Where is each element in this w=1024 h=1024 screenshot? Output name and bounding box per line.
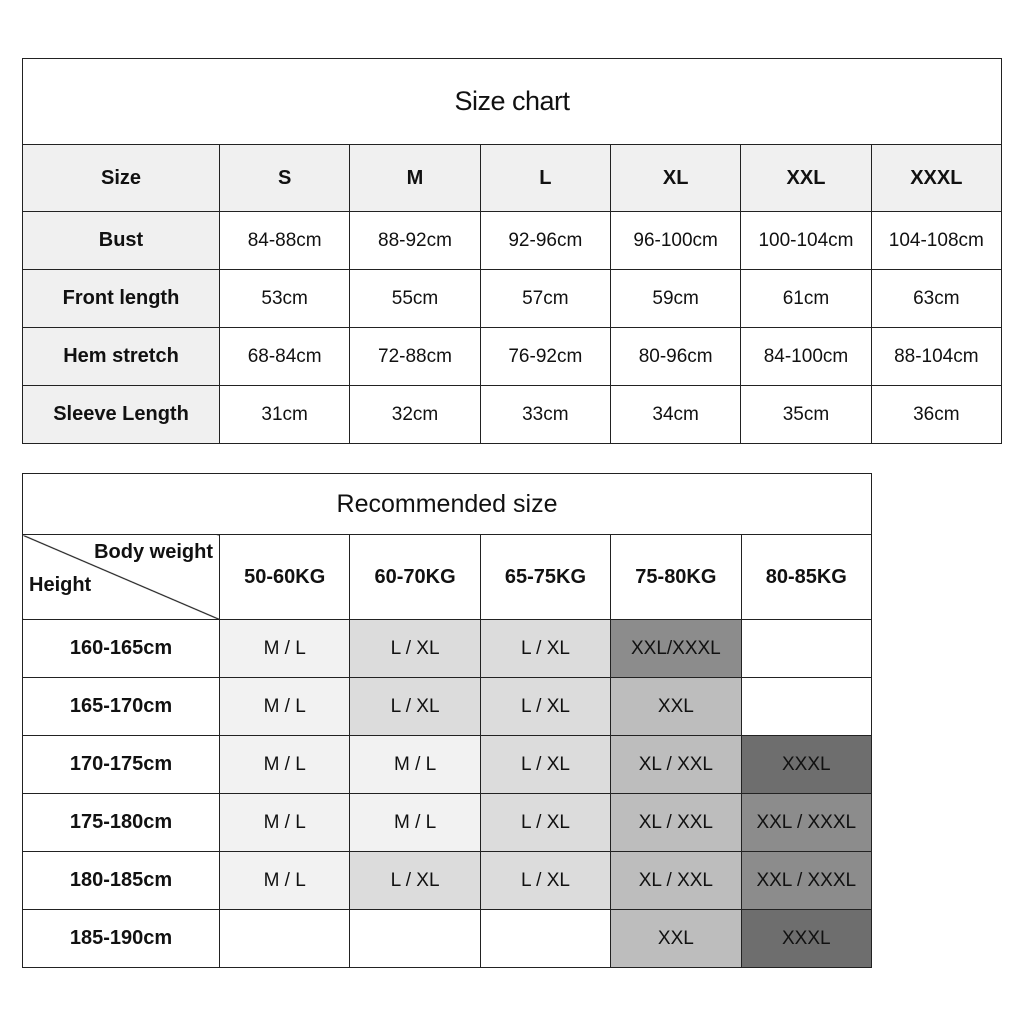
measurement-label: Hem stretch — [23, 328, 220, 386]
recommended-row — [23, 736, 872, 794]
recommended-size-cell: M / L — [220, 736, 350, 794]
size-chart-row — [23, 386, 1002, 444]
recommended-size-cell: L / XL — [480, 736, 610, 794]
measurement-value: 72-88cm — [350, 328, 480, 386]
size-header-l: L — [480, 145, 610, 212]
measurement-value: 84-100cm — [741, 328, 871, 386]
weight-header: 80-85KG — [741, 535, 871, 620]
measurement-value: 88-104cm — [871, 328, 1001, 386]
size-header-s: S — [220, 145, 350, 212]
measurement-value: 88-92cm — [350, 212, 480, 270]
recommended-size-cell — [741, 678, 871, 736]
recommended-row — [23, 620, 872, 678]
measurement-value: 31cm — [220, 386, 350, 444]
size-chart-row — [23, 270, 1002, 328]
measurement-label: Sleeve Length — [23, 386, 220, 444]
recommended-row — [23, 794, 872, 852]
recommended-size-cell: L / XL — [480, 852, 610, 910]
recommended-size-cell: XXXL — [741, 910, 871, 968]
measurement-label: Bust — [23, 212, 220, 270]
recommended-size-cell: XXL / XXXL — [741, 794, 871, 852]
recommended-size-cell: M / L — [220, 620, 350, 678]
recommended-size-table — [22, 473, 872, 968]
recommended-size-cell: M / L — [220, 852, 350, 910]
height-label-cell: 175-180cm — [23, 794, 220, 852]
recommended-size-cell — [220, 910, 350, 968]
size-header-xxxl: XXXL — [871, 145, 1001, 212]
measurement-value: 34cm — [610, 386, 740, 444]
recommended-row — [23, 910, 872, 968]
weight-header: 50-60KG — [220, 535, 350, 620]
measurement-label: Front length — [23, 270, 220, 328]
recommended-size-cell: L / XL — [480, 678, 610, 736]
measurement-value: 57cm — [480, 270, 610, 328]
recommended-size-cell: M / L — [220, 678, 350, 736]
weight-header: 75-80KG — [611, 535, 741, 620]
recommended-size-title: Recommended size — [23, 474, 872, 535]
measurement-value: 68-84cm — [220, 328, 350, 386]
measurement-value: 100-104cm — [741, 212, 871, 270]
height-label-cell: 165-170cm — [23, 678, 220, 736]
recommended-size-cell: M / L — [350, 736, 480, 794]
recommended-size-cell — [741, 620, 871, 678]
weight-header: 65-75KG — [480, 535, 610, 620]
size-header-xxl: XXL — [741, 145, 871, 212]
measurement-value: 59cm — [610, 270, 740, 328]
measurement-value: 92-96cm — [480, 212, 610, 270]
measurement-value: 80-96cm — [610, 328, 740, 386]
recommended-size-cell: L / XL — [350, 620, 480, 678]
size-chart-row — [23, 328, 1002, 386]
size-header-m: M — [350, 145, 480, 212]
measurement-value: 61cm — [741, 270, 871, 328]
measurement-value: 104-108cm — [871, 212, 1001, 270]
recommended-size-cell: XXL — [611, 910, 741, 968]
corner-header-cell — [23, 535, 220, 620]
recommended-size-cell: M / L — [350, 794, 480, 852]
size-chart-row — [23, 212, 1002, 270]
recommended-size-cell: L / XL — [480, 620, 610, 678]
recommended-size-cell: XL / XXL — [611, 736, 741, 794]
measurement-value: 63cm — [871, 270, 1001, 328]
measurement-value: 96-100cm — [610, 212, 740, 270]
height-label-cell: 185-190cm — [23, 910, 220, 968]
size-header-label: Size — [23, 145, 220, 212]
recommended-size-cell — [350, 910, 480, 968]
recommended-size-cell: L / XL — [480, 794, 610, 852]
measurement-value: 53cm — [220, 270, 350, 328]
weight-header: 60-70KG — [350, 535, 480, 620]
measurement-value: 33cm — [480, 386, 610, 444]
measurement-value: 32cm — [350, 386, 480, 444]
recommended-size-cell: L / XL — [350, 678, 480, 736]
recommended-size-cell: XL / XXL — [611, 794, 741, 852]
recommended-row — [23, 852, 872, 910]
size-header-xl: XL — [610, 145, 740, 212]
size-chart-title: Size chart — [23, 59, 1002, 145]
measurement-value: 36cm — [871, 386, 1001, 444]
recommended-size-cell — [480, 910, 610, 968]
measurement-value: 76-92cm — [480, 328, 610, 386]
measurement-value: 84-88cm — [220, 212, 350, 270]
measurement-value: 35cm — [741, 386, 871, 444]
body-weight-label: Body weight — [94, 541, 213, 563]
recommended-size-cell: XL / XXL — [611, 852, 741, 910]
recommended-size-cell: XXL/XXXL — [611, 620, 741, 678]
size-chart-table — [22, 58, 1002, 444]
recommended-size-cell: L / XL — [350, 852, 480, 910]
height-label: Height — [29, 574, 92, 596]
measurement-value: 55cm — [350, 270, 480, 328]
height-label-cell: 160-165cm — [23, 620, 220, 678]
height-label-cell: 170-175cm — [23, 736, 220, 794]
recommended-size-cell: XXL / XXXL — [741, 852, 871, 910]
recommended-row — [23, 678, 872, 736]
recommended-size-cell: XXXL — [741, 736, 871, 794]
recommended-size-cell: XXL — [611, 678, 741, 736]
height-label-cell: 180-185cm — [23, 852, 220, 910]
recommended-size-cell: M / L — [220, 794, 350, 852]
